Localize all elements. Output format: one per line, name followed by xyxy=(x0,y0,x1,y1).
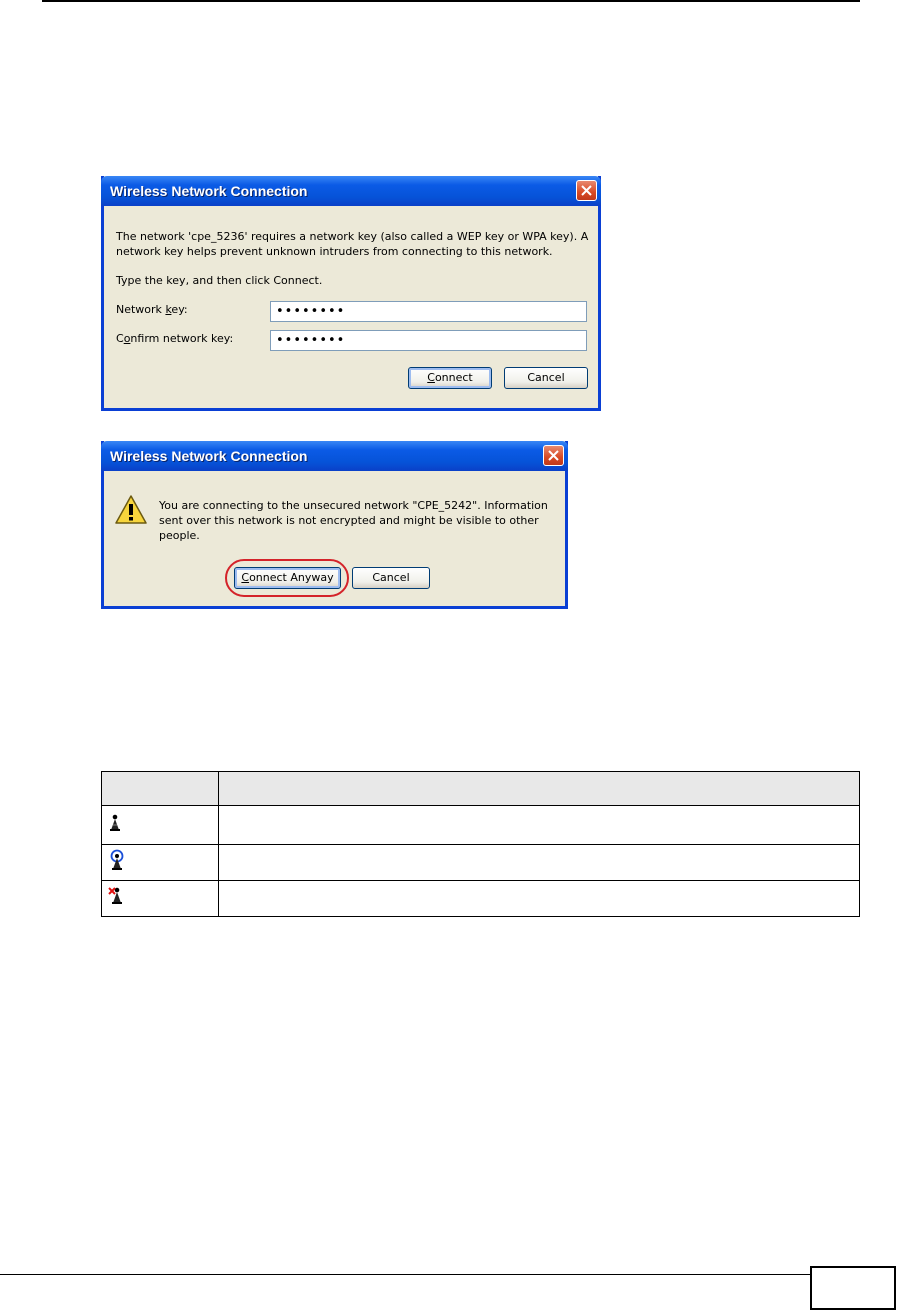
network-key-dialog xyxy=(101,176,601,411)
cancel-button[interactable]: Cancel xyxy=(504,367,588,389)
dialog-titlebar[interactable] xyxy=(101,441,568,471)
wireless-signal-icon xyxy=(108,849,126,871)
close-icon xyxy=(581,185,592,196)
table-cell xyxy=(219,845,860,881)
wireless-disconnected-icon xyxy=(108,887,124,905)
footer-rule xyxy=(0,1274,810,1275)
network-key-input[interactable]: •••••••• xyxy=(270,301,587,322)
message-line-2: network key helps prevent unknown intruders from connecting to this network. xyxy=(116,245,553,258)
table-header-row xyxy=(102,772,860,806)
unsecured-network-dialog xyxy=(101,441,568,609)
warning-icon xyxy=(114,494,148,526)
warning-line-2: sent over this network is not encrypted and might be visible to other xyxy=(159,514,539,527)
dialog-title: Wireless Network Connection xyxy=(110,183,308,199)
instruction-text: Type the key, and then click Connect. xyxy=(116,274,323,287)
table-cell xyxy=(219,806,860,845)
close-button[interactable] xyxy=(576,180,597,201)
cancel-button[interactable]: Cancel xyxy=(352,567,430,589)
dialog-titlebar[interactable] xyxy=(101,176,601,206)
message-line-1: The network 'cpe_5236' requires a network key (also called a WEP key or WPA key). A xyxy=(116,230,589,243)
header-cell xyxy=(102,772,219,806)
close-button[interactable] xyxy=(543,445,564,466)
confirm-key-input[interactable]: •••••••• xyxy=(270,330,587,351)
table-cell xyxy=(219,881,860,917)
top-rule xyxy=(42,0,860,2)
page-number-box xyxy=(810,1266,896,1310)
table-row xyxy=(102,881,860,917)
network-key-label: Network key: xyxy=(116,303,188,316)
confirm-key-label: Confirm network key: xyxy=(116,332,234,345)
warning-line-3: people. xyxy=(159,529,200,542)
table-row xyxy=(102,806,860,845)
close-icon xyxy=(548,450,559,461)
header-cell xyxy=(219,772,860,806)
icon-table xyxy=(101,771,860,917)
table-row xyxy=(102,845,860,881)
dialog-title: Wireless Network Connection xyxy=(110,448,308,464)
connect-button[interactable]: Connect xyxy=(408,367,492,389)
wireless-antenna-icon xyxy=(108,814,122,832)
warning-line-1: You are connecting to the unsecured network "CPE_5242". Information xyxy=(159,499,548,512)
connect-anyway-button[interactable]: Connect Anyway xyxy=(234,567,341,589)
